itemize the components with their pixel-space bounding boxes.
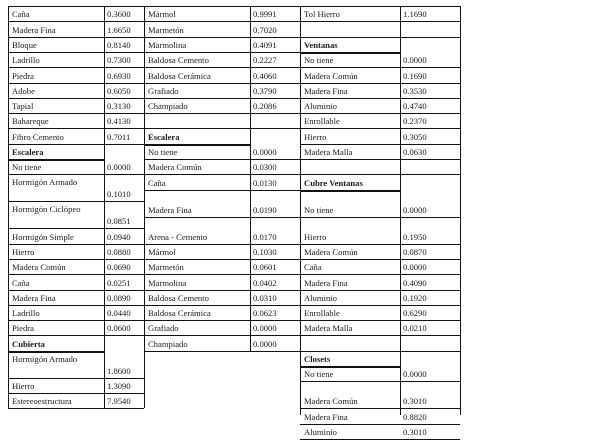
- cell-value: 0.0000: [107, 162, 131, 173]
- cell-value: 0.6930: [107, 70, 131, 81]
- row-rule: [300, 424, 460, 425]
- row-rule: [8, 378, 144, 379]
- row-rule: [300, 259, 460, 260]
- row-rule: [300, 290, 460, 291]
- cell-value: 0.0690: [107, 262, 131, 273]
- cell-value: 0.4740: [403, 101, 427, 112]
- cell-value: 0.4130: [107, 116, 131, 127]
- cell-value: 0.8820: [403, 411, 427, 422]
- cell-value: 1.6650: [107, 24, 131, 35]
- cell-label: Hormigón Armado: [12, 353, 78, 364]
- column-rule: [460, 6, 461, 415]
- cell-label: Madera Fina: [12, 24, 56, 35]
- row-rule: [300, 408, 460, 409]
- cell-value: 0.0000: [403, 204, 427, 215]
- cell-value: 0.3600: [107, 9, 131, 20]
- cell-value: 0.0630: [403, 147, 427, 157]
- cell-value: 0.8140: [107, 39, 131, 50]
- cell-value: 0.2086: [253, 101, 277, 112]
- cell-label: Hierro: [304, 231, 327, 242]
- row-rule: [144, 259, 300, 260]
- row-rule: [144, 113, 300, 114]
- cell-value: 0.7300: [107, 55, 131, 66]
- cell-label: Piedra: [12, 323, 34, 334]
- cell-label: No tiene: [304, 204, 334, 215]
- row-rule: [8, 98, 144, 99]
- row-rule: [8, 259, 144, 260]
- cell-label: Closets: [304, 354, 331, 364]
- row-rule: [144, 290, 300, 291]
- cell-value: 0.3050: [403, 131, 427, 142]
- cell-value: 0.0402: [253, 277, 277, 288]
- cell-value: 0.0000: [253, 323, 277, 334]
- cell-label: No tiene: [304, 369, 334, 380]
- cell-label: No tiene: [148, 147, 178, 157]
- cell-value: 0.0170: [253, 231, 277, 242]
- row-rule: [300, 320, 460, 321]
- cell-value: 0.3130: [107, 101, 131, 112]
- row-rule: [300, 83, 460, 84]
- cell-label: Baldosa Cerámica: [148, 70, 211, 81]
- column-rule: [250, 6, 251, 351]
- cell-value: 0.7011: [107, 131, 131, 142]
- row-rule: [300, 190, 400, 192]
- cell-label: Adobe: [12, 85, 35, 96]
- row-rule: [300, 381, 460, 382]
- row-rule: [8, 174, 144, 175]
- row-rule: [144, 244, 300, 245]
- cell-value: 0.0440: [107, 308, 131, 319]
- row-rule: [300, 37, 460, 38]
- cell-label: Enrollable: [304, 308, 340, 319]
- cell-value: 0.0000: [403, 369, 427, 380]
- row-rule: [300, 351, 460, 352]
- row-rule: [8, 201, 144, 202]
- cell-value: 0.0000: [403, 55, 427, 66]
- cell-label: Madera Fina: [304, 277, 348, 288]
- row-rule: [300, 217, 460, 218]
- cell-label: Madera Fina: [12, 292, 56, 303]
- cell-value: 0.0870: [403, 246, 427, 257]
- row-rule: [300, 128, 460, 129]
- column-rule: [104, 6, 105, 408]
- row-rule: [8, 244, 144, 245]
- cell-label: Bahareque: [12, 116, 49, 127]
- cell-value: 0.4091: [253, 39, 277, 50]
- cell-value: 0.3530: [403, 85, 427, 96]
- cell-value: 0.3010: [403, 426, 427, 437]
- cell-label: Ladrillo: [12, 308, 40, 319]
- row-rule: [8, 83, 144, 84]
- row-rule: [144, 320, 300, 321]
- cell-label: Madera Común: [12, 262, 66, 273]
- cell-label: Madera Fina: [304, 411, 348, 422]
- cell-value: 0.0130: [253, 177, 277, 188]
- cell-label: Baldosa Cemento: [148, 55, 209, 66]
- row-rule: [8, 52, 144, 53]
- cell-value: 0.0000: [403, 262, 427, 273]
- cell-label: Escalera: [148, 131, 180, 142]
- cell-label: Caña: [12, 9, 30, 20]
- column-top-rule: [144, 6, 300, 7]
- row-rule: [8, 37, 144, 38]
- row-rule: [8, 21, 144, 22]
- row-rule: [8, 228, 144, 229]
- cell-value: 0.9991: [253, 9, 277, 20]
- cell-label: Madera Fina: [148, 204, 192, 215]
- cell-label: Mármol: [148, 246, 176, 257]
- cell-value: 0.1010: [107, 189, 131, 200]
- row-rule: [300, 113, 460, 114]
- cell-label: Piedra: [12, 70, 34, 81]
- cell-label: Caña: [304, 262, 322, 273]
- cell-value: 0.0000: [253, 147, 277, 157]
- row-rule: [144, 159, 300, 160]
- cell-value: 1.3090: [107, 381, 131, 391]
- row-rule: [144, 52, 300, 53]
- cell-value: 0.4090: [403, 277, 427, 288]
- cell-value: 0.6290: [403, 308, 427, 319]
- cell-label: Ventanas: [304, 39, 338, 50]
- cell-label: Caña: [148, 177, 166, 188]
- row-rule: [300, 274, 460, 275]
- cell-value: 1.8600: [107, 365, 131, 376]
- cell-label: Grafiado: [148, 323, 179, 334]
- row-rule: [144, 190, 300, 191]
- cell-value: 0.1690: [403, 70, 427, 81]
- row-rule: [8, 393, 144, 394]
- cell-label: Baldosa Cerámica: [148, 308, 211, 319]
- cell-value: 0.0880: [107, 246, 131, 257]
- cell-label: Aluminio: [304, 101, 337, 112]
- row-rule: [144, 351, 300, 352]
- row-rule: [300, 144, 460, 145]
- row-rule: [8, 67, 144, 68]
- row-rule: [8, 274, 144, 275]
- column-top-rule: [8, 6, 144, 7]
- cell-label: Fibro Cemento: [12, 131, 64, 142]
- cell-label: Madera Común: [304, 246, 358, 257]
- cell-value: 0.0601: [253, 262, 277, 273]
- row-rule: [144, 174, 300, 175]
- row-rule: [300, 244, 460, 245]
- cell-label: Madera Malla: [304, 147, 353, 157]
- cell-value: 0.0190: [253, 204, 277, 215]
- cell-value: 0.2227: [253, 55, 277, 66]
- column-rule: [300, 6, 301, 415]
- cell-value: 0.0000: [253, 338, 277, 349]
- cell-label: Escalera: [12, 147, 44, 157]
- cell-label: Madera Común: [148, 162, 202, 173]
- row-rule: [144, 305, 300, 306]
- row-rule: [8, 290, 144, 291]
- row-rule: [8, 335, 144, 336]
- cell-value: 0.0890: [107, 292, 131, 303]
- cell-label: Madera Malla: [304, 323, 353, 334]
- column-rule: [144, 6, 145, 351]
- cell-label: Marmolina: [148, 277, 187, 288]
- cell-label: Hormigón Simple: [12, 231, 74, 242]
- cell-value: 1.1690: [403, 9, 427, 20]
- cell-label: Hierro: [12, 246, 35, 257]
- cell-label: Madera Común: [304, 70, 358, 81]
- cell-value: 7.9540: [107, 396, 131, 407]
- cell-label: No tiene: [304, 55, 334, 66]
- row-rule: [144, 274, 300, 275]
- cell-label: Hormigón Armado: [12, 177, 78, 188]
- row-rule: [300, 21, 460, 22]
- cell-label: Madera Común: [304, 396, 358, 407]
- row-rule: [144, 217, 300, 218]
- row-rule: [144, 67, 300, 68]
- cell-label: Champiado: [148, 338, 188, 349]
- cell-value: 0.0623: [253, 308, 277, 319]
- row-rule: [144, 128, 300, 129]
- cell-label: Caña: [12, 277, 30, 288]
- row-rule: [300, 98, 460, 99]
- cell-value: 0.6050: [107, 85, 131, 96]
- cell-label: Hormigón Ciclópeo: [12, 204, 81, 215]
- cell-label: Marmetón: [148, 262, 184, 273]
- row-rule: [144, 335, 300, 336]
- cell-value: 0.0300: [253, 162, 277, 173]
- row-rule: [300, 174, 460, 175]
- cell-label: Bloque: [12, 39, 37, 50]
- cell-label: Madera Fina: [304, 85, 348, 96]
- cell-value: 0.0210: [403, 323, 427, 334]
- cell-label: Cubierta: [12, 338, 45, 349]
- row-rule: [144, 37, 300, 38]
- cell-value: 0.0310: [253, 292, 277, 303]
- cell-label: Tapial: [12, 101, 34, 112]
- cell-label: Champiado: [148, 101, 188, 112]
- cell-value: 0.3790: [253, 85, 277, 96]
- row-rule: [144, 21, 300, 22]
- cell-label: Aluminio: [304, 292, 337, 303]
- cell-label: Estereoestructura: [12, 396, 72, 407]
- cell-value: 0.0600: [107, 323, 131, 334]
- cell-label: Mármol: [148, 9, 176, 20]
- row-rule: [144, 98, 300, 99]
- cell-value: 0.4060: [253, 70, 277, 81]
- cell-label: Enrollable: [304, 116, 340, 127]
- row-rule: [300, 159, 460, 160]
- row-rule: [300, 335, 460, 336]
- cell-label: No tiene: [12, 162, 42, 173]
- cell-value: 0.3010: [403, 396, 427, 407]
- row-rule: [8, 305, 144, 306]
- cell-value: 0.1030: [253, 246, 277, 257]
- row-rule: [300, 67, 460, 68]
- cell-value: 0.1920: [403, 292, 427, 303]
- row-rule: [8, 128, 144, 129]
- cell-value: 0.2370: [403, 116, 427, 127]
- row-rule: [8, 320, 144, 321]
- cell-value: 0.0851: [107, 216, 131, 227]
- cell-label: Arena - Cemento: [148, 231, 208, 242]
- column-top-rule: [300, 6, 460, 7]
- cell-label: Tol Hierro: [304, 9, 340, 20]
- cell-value: 0.0251: [107, 277, 131, 288]
- cell-label: Baldosa Cemento: [148, 292, 209, 303]
- cell-label: Aluminio: [304, 426, 337, 437]
- column-rule: [8, 6, 9, 408]
- cell-label: Hierro: [12, 381, 35, 391]
- cell-label: Grafiado: [148, 85, 179, 96]
- row-rule: [300, 305, 460, 306]
- cell-label: Cubre Ventanas: [304, 177, 363, 188]
- column-rule: [400, 6, 401, 415]
- cell-label: Marmetón: [148, 24, 184, 35]
- row-rule: [8, 408, 144, 409]
- cell-value: 0.0940: [107, 231, 131, 242]
- cell-label: Marmolina: [148, 39, 187, 50]
- row-rule: [8, 113, 144, 114]
- row-rule: [8, 144, 144, 145]
- row-rule: [144, 83, 300, 84]
- cell-value: 0.1950: [403, 231, 427, 242]
- cell-label: Ladrillo: [12, 55, 40, 66]
- cell-value: 0.7020: [253, 24, 277, 35]
- cell-label: Hierro: [304, 131, 327, 142]
